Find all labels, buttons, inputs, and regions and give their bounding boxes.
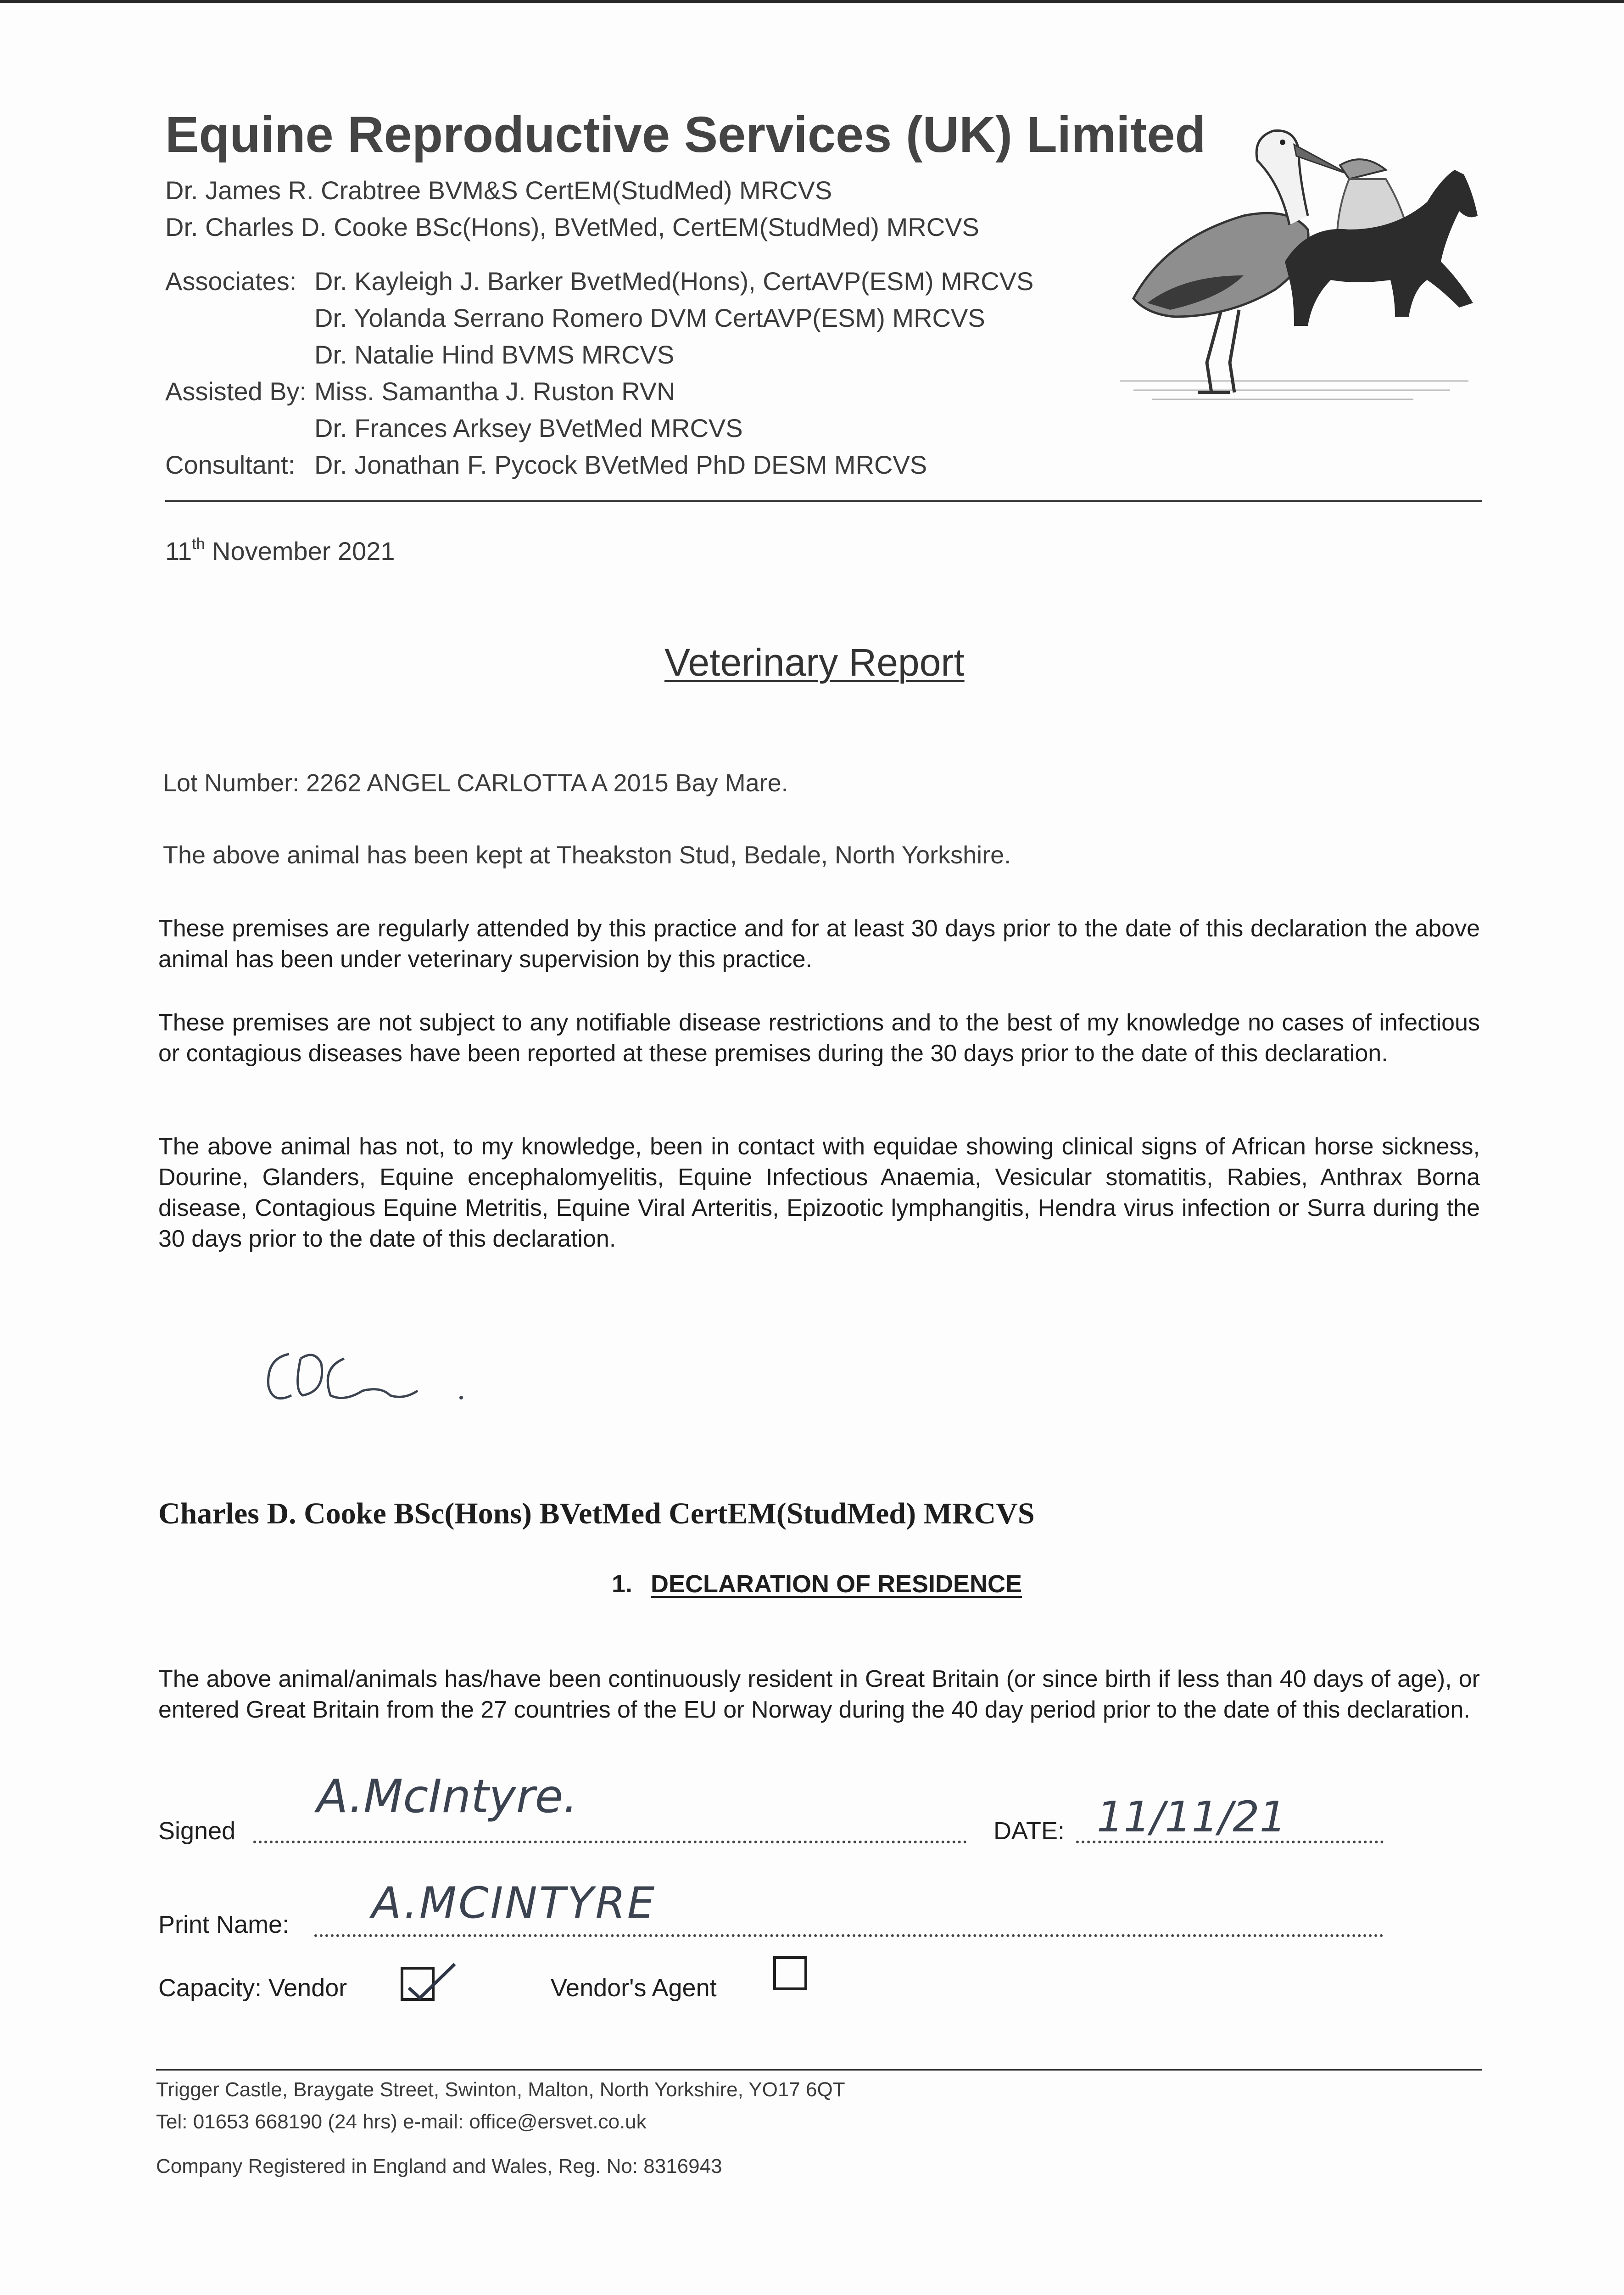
handwritten-print-name: A.MCINTYRE [372, 1878, 657, 1928]
assistant-line: Miss. Samantha J. Ruston RVN [314, 377, 675, 406]
vendors-agent-checkbox[interactable] [773, 1956, 807, 1990]
consultant-label: Consultant: [165, 450, 296, 479]
associate-line: Dr. Kayleigh J. Barker BvetMed(Hons), CertAVP(ESM) MRCVS [314, 267, 1034, 296]
vendor-checkbox[interactable] [401, 1967, 435, 2001]
signed-signature: A.McIntyre. [317, 1769, 578, 1823]
print-name-label: Print Name: [158, 1911, 290, 1938]
footer-address: Trigger Castle, Braygate Street, Swinton, Malton, North Yorkshire, YO17 6QT [156, 2078, 845, 2101]
signed-label: Signed [158, 1817, 236, 1845]
handwritten-date: 11/11/21 [1097, 1792, 1287, 1842]
header-divider [165, 500, 1482, 502]
date-day: 11 [165, 537, 192, 565]
assistant-line: Dr. Frances Arksey BVetMed MRCVS [314, 414, 743, 442]
date-label: DATE: [993, 1817, 1065, 1845]
contact-with-equidae-paragraph: The above animal has not, to my knowledge, been in contact with equidae showing clinical signs of African horse sickness, Dourine, Glanders, Equine encephalomyelitis, Equine Infectious Anaemia, Vesicular stomatitis, Rabies, Anthrax Borna disease, Contagious Equine Metritis, Equine Viral Arteritis, Epizootic lymphangitis, Hendra virus infection or Surra during the 30 days prior to the date of this declaration. [158, 1133, 1480, 1252]
supervision-paragraph: These premises are regularly attended by this practice and for at least 30 days prior to the date of this declaration the above animal has been under veterinary supervision by this practice. [158, 915, 1480, 973]
capacity-label: Capacity: Vendor [158, 1974, 347, 2002]
associate-line: Dr. Natalie Hind BVMS MRCVS [314, 340, 675, 369]
partner-line: Dr. Charles D. Cooke BSc(Hons), BVetMed, CertEM(StudMed) MRCVS [165, 213, 979, 241]
letter-date [165, 536, 395, 566]
vet-name-line: Charles D. Cooke BSc(Hons) BVetMed CertEM(StudMed) MRCVS [158, 1497, 1035, 1530]
associates-label: Associates: [165, 267, 297, 296]
kept-at-line: The above animal has been kept at Theakston Stud, Bedale, North Yorkshire. [163, 841, 1011, 869]
footer-registration: Company Registered in England and Wales, Reg. No: 8316943 [156, 2155, 722, 2177]
footer-contact: Tel: 01653 668190 (24 hrs) e-mail: office@ersvet.co.uk [156, 2110, 647, 2133]
consultant-name: Dr. Jonathan F. Pycock BVetMed PhD DESM MRCVS [314, 450, 927, 479]
vendors-agent-label: Vendor's Agent [551, 1974, 717, 2002]
associate-line: Dr. Yolanda Serrano Romero DVM CertAVP(ESM) MRCVS [314, 303, 985, 332]
footer-divider [156, 2069, 1482, 2071]
vet-signature [257, 1327, 468, 1418]
lot-number-line: Lot Number: 2262 ANGEL CARLOTTA A 2015 Bay Mare. [163, 769, 788, 797]
disease-restrictions-paragraph: These premises are not subject to any notifiable disease restrictions and to the best of my knowledge no cases of infectious or contagious diseases have been reported at these premises during the 30 days prior to the date of this declaration. [158, 1009, 1480, 1067]
report-title: Veterinary Report [664, 641, 965, 684]
print-name-dotted-line [314, 1934, 1384, 1937]
declaration-heading [612, 1570, 1022, 1598]
date-rest: November 2021 [205, 537, 395, 565]
declaration-title: DECLARATION OF RESIDENCE [651, 1570, 1022, 1598]
declaration-number: 1. [612, 1570, 633, 1598]
assisted-by-label: Assisted By: [165, 377, 307, 406]
scan-edge [0, 0, 1624, 3]
declaration-text: The above animal/animals has/have been continuously resident in Great Britain (or since birth if less than 40 days of age), or entered Great Britain from the 27 countries of the EU or Norway during the 40 day period prior to the date of this declaration. [158, 1666, 1480, 1723]
checkmark-icon [401, 1960, 460, 2006]
stork-logo-icon [1092, 124, 1496, 418]
date-suffix: th [192, 535, 205, 553]
signed-dotted-line [253, 1841, 967, 1843]
partner-line: Dr. James R. Crabtree BVM&S CertEM(StudMed) MRCVS [165, 176, 832, 205]
company-name: Equine Reproductive Services (UK) Limited [165, 106, 1206, 163]
